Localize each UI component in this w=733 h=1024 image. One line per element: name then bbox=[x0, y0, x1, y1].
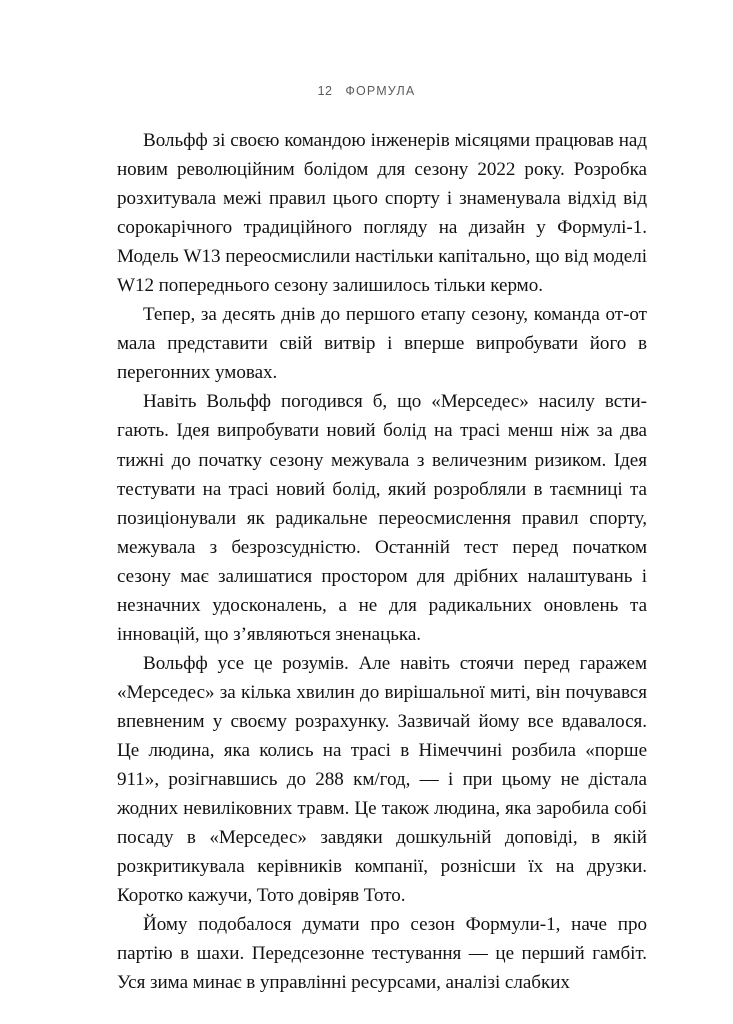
paragraph: Йому подобалося думати про сезон Формули-1, наче про партію в шахи. Передсезонне тестування — це перший гамбіт. Уся зима минає в управлінні ресурсами, аналізі слабких bbox=[117, 914, 647, 994]
paragraph: Вольфф усе це розумів. Але навіть стоячи перед гаражем «Мерседес» за кілька хвилин до вирішальної миті, він почувався впевненим у своєму розрахунку. Зазвичай йому все вдавалося. Це людина, яка колись на трасі в Німеччині розбила «порше 911», розігнавшись до 288 км/год, — і при цьому не дістала жодних невиліковних травм. Це також людина, яка заробила собі посаду в «Мерседес» завдяки дошкульній доповіді, в якій розкритикувала керівників компанії, рознісши їх на друзки. Коротко кажучи, Тото довіряв Тото. bbox=[117, 652, 647, 907]
paragraph: Навіть Вольфф погодився б, що «Мерседес» насилу встигають. Ідея випробувати новий болід на трасі менш ніж за два тижні до початку сезону межувала з величезним ризиком. Ідея тестувати на трасі новий болід, який розробляли в таємниці та позиціонували як радикальне переосмислення правил спорту, межувала з безрозсудністю. Останній тест перед початком сезону має залишатися простором для дрібних налаштувань і незначних удосконалень, а не для радикальних оновлень та інновацій, що з’являються зненацька. bbox=[117, 391, 647, 645]
page-number: 12 bbox=[317, 84, 333, 98]
paragraph: Вольфф зі своєю командою інженерів місяцями працював над новим революційним болідом для сезону 2022 року. Розробка розхитувала межі правил цього спорту і знаменувала відхід від сорокарічного традиційного погляду на дизайн у Формулі-1. Модель W13 переосмислили настільки капітально, що від моделі W12 попереднього сезону залишилось тільки кермо. bbox=[117, 130, 647, 297]
running-head-title: ФОРМУЛА bbox=[345, 84, 416, 98]
running-head bbox=[0, 84, 733, 98]
paragraph: Тепер, за десять днів до першого етапу сезону, команда от-от мала представити свій витвір і вперше випробувати його в перегонних умовах. bbox=[117, 304, 647, 384]
body-text-block bbox=[117, 126, 647, 997]
